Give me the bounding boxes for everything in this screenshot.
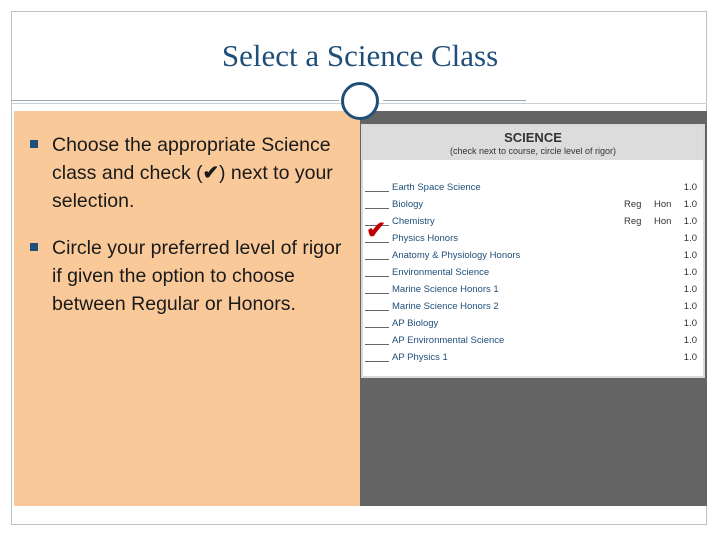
square-bullet-icon: [30, 243, 38, 251]
course-name: Marine Science Honors 1: [392, 284, 499, 295]
table-row: [363, 315, 703, 332]
bullet-item-1: [28, 131, 353, 215]
table-row: [363, 196, 703, 213]
table-subheading: (check next to course, circle level of rigor): [449, 146, 617, 156]
table-row: [363, 179, 703, 196]
course-name: AP Biology: [392, 318, 439, 329]
bullet-list: [28, 131, 353, 337]
course-name: Biology: [392, 199, 424, 210]
check-blank-line[interactable]: [365, 327, 389, 328]
circle-ornament-icon: [341, 82, 379, 120]
course-credit: 1.0: [683, 182, 697, 193]
bullet-1-text-after: ) next to your selection.: [52, 162, 333, 212]
course-credit: 1.0: [683, 352, 697, 363]
bullet-2-text: Circle your preferred level of rigor if given the option to choose between Regular or Honors.: [52, 237, 342, 315]
course-name: Anatomy & Physiology Honors: [392, 250, 521, 261]
check-blank-line[interactable]: [365, 293, 389, 294]
course-credit: 1.0: [683, 199, 697, 210]
rigor-honors-option[interactable]: Hon: [654, 216, 672, 227]
slide-title: Select a Science Class: [221, 38, 499, 73]
checkmark-icon: ✔: [202, 162, 219, 184]
table-row: [363, 230, 703, 247]
table-row: [363, 332, 703, 349]
check-blank-line[interactable]: [365, 361, 389, 362]
course-credit: 1.0: [683, 301, 697, 312]
rigor-regular-option[interactable]: Reg: [624, 199, 642, 210]
check-blank-line[interactable]: [365, 259, 389, 260]
selected-checkmark-icon: ✔: [366, 217, 387, 244]
course-credit: 1.0: [683, 335, 697, 346]
table-row: [363, 247, 703, 264]
table-header: [363, 126, 703, 160]
course-rows: [363, 179, 703, 366]
title-divider-right: [383, 100, 526, 101]
course-name: AP Physics 1: [392, 352, 448, 363]
bullet-1-text-before: Choose the appropriate Science class and check (: [52, 134, 331, 184]
course-name: Marine Science Honors 2: [392, 301, 499, 312]
course-credit: 1.0: [683, 284, 697, 295]
course-name: AP Environmental Science: [392, 335, 505, 346]
science-course-table: [361, 124, 705, 378]
bullet-item-2: [28, 234, 353, 318]
rigor-honors-option[interactable]: Hon: [654, 199, 672, 210]
table-row: [363, 264, 703, 281]
check-blank-line[interactable]: [365, 310, 389, 311]
course-credit: 1.0: [683, 216, 697, 227]
table-row: [363, 298, 703, 315]
rigor-regular-option[interactable]: Reg: [624, 216, 642, 227]
course-name: Environmental Science: [392, 267, 490, 278]
course-name: Physics Honors: [392, 233, 458, 244]
square-bullet-icon: [30, 140, 38, 148]
check-blank-line[interactable]: [365, 276, 389, 277]
course-credit: 1.0: [683, 250, 697, 261]
check-blank-line[interactable]: [365, 191, 389, 192]
course-credit: 1.0: [683, 233, 697, 244]
course-name: Chemistry: [392, 216, 435, 227]
course-credit: 1.0: [683, 318, 697, 329]
table-row: [363, 281, 703, 298]
table-heading: SCIENCE: [504, 130, 562, 145]
course-name: Earth Space Science: [392, 182, 481, 193]
check-blank-line[interactable]: [365, 208, 389, 209]
table-row: [363, 349, 703, 366]
course-credit: 1.0: [683, 267, 697, 278]
check-blank-line[interactable]: [365, 344, 389, 345]
title-divider-left: [11, 100, 339, 101]
table-row: [363, 213, 703, 230]
